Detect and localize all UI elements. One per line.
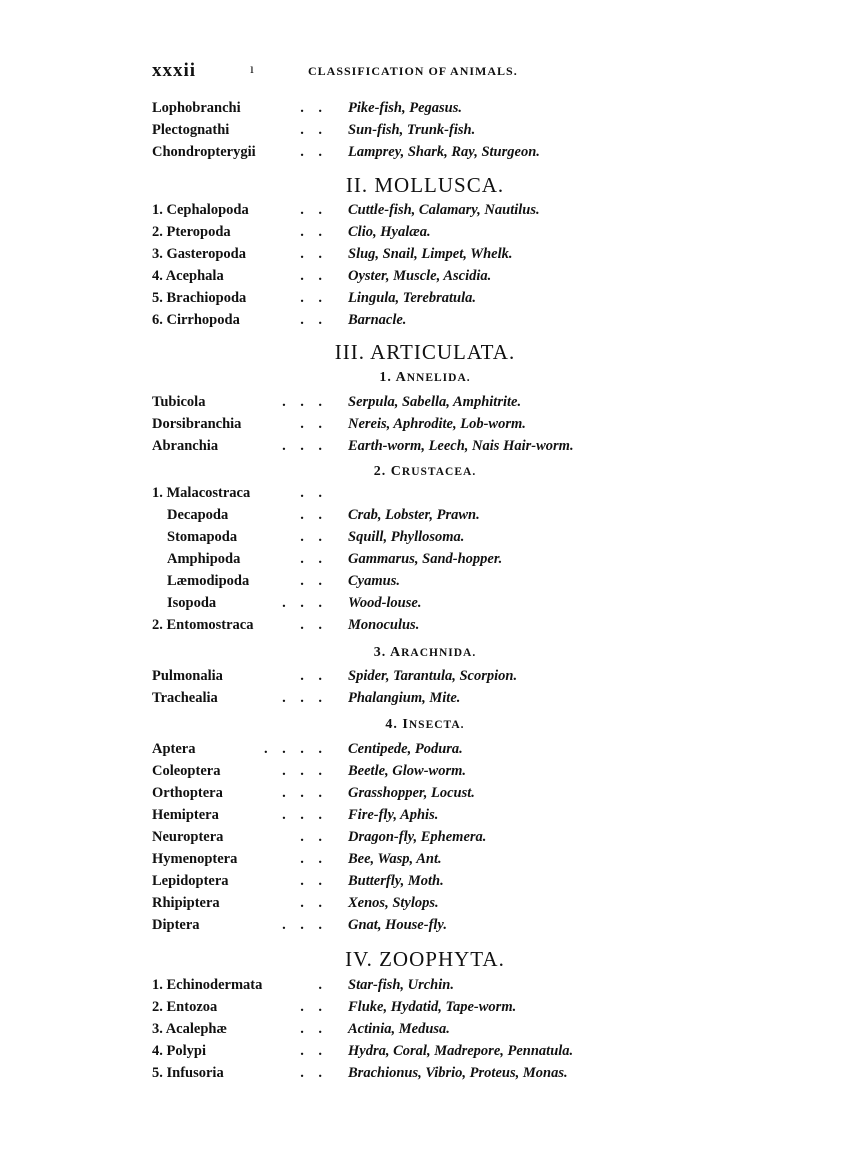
table-row <box>0 1040 850 1062</box>
section-heading-zoophyta: IV. ZOOPHYTA. <box>345 947 505 971</box>
order-examples: Bee, Wasp, Ant. <box>348 851 442 867</box>
subsection-heading-annelida <box>0 367 850 389</box>
order-examples: Centipede, Podura. <box>348 741 463 757</box>
heading-rest: RACHNIDA. <box>401 647 477 659</box>
order-examples: Sun-fish, Trunk-fish. <box>348 122 476 138</box>
order-examples: Dragon-fly, Ephemera. <box>348 829 487 845</box>
table-row <box>0 687 850 709</box>
leader-dots: . . <box>300 1021 322 1037</box>
class-examples: Hydra, Coral, Madrepore, Pennatula. <box>348 1043 574 1059</box>
order-name: Aptera <box>152 741 196 757</box>
table-row <box>0 391 850 413</box>
subsection-heading-arachnida <box>0 642 850 664</box>
suborder-name: Decapoda <box>167 507 229 523</box>
order-examples: Lamprey, Shark, Ray, Sturgeon. <box>348 144 540 160</box>
class-name: 3. Acalephæ <box>152 1021 227 1037</box>
leader-dots: . . <box>300 573 322 589</box>
page-number: xxxii <box>152 60 197 81</box>
leader-dots: . . <box>300 895 322 911</box>
leader-dots: . . <box>300 122 322 138</box>
class-examples: Fluke, Hydatid, Tape-worm. <box>348 999 517 1015</box>
order-name: Trachealia <box>152 690 218 706</box>
leader-dots: . . <box>300 268 322 284</box>
table-row <box>0 592 850 614</box>
leader-dots: . . <box>300 416 322 432</box>
class-examples: Cuttle-fish, Calamary, Nautilus. <box>348 202 540 218</box>
table-row <box>0 665 850 687</box>
order-name: Coleoptera <box>152 763 221 779</box>
order-examples: Beetle, Glow-worm. <box>348 763 467 779</box>
table-row <box>0 782 850 804</box>
table-row <box>0 570 850 592</box>
leader-dots: . . . . <box>264 741 322 757</box>
table-row <box>0 804 850 826</box>
table-row <box>0 996 850 1018</box>
class-examples: Slug, Snail, Limpet, Whelk. <box>348 246 513 262</box>
leader-dots: . . . <box>282 763 322 779</box>
table-row <box>0 413 850 435</box>
leader-dots: . . <box>300 246 322 262</box>
table-row <box>0 221 850 243</box>
leader-dots: . . <box>300 144 322 160</box>
suborder-examples: Crab, Lobster, Prawn. <box>348 507 480 523</box>
class-name: 1. Echinodermata <box>152 977 263 993</box>
table-row <box>0 243 850 265</box>
leader-dots: . . <box>300 999 322 1015</box>
leader-dots: . . . <box>282 785 322 801</box>
table-row <box>0 119 850 141</box>
class-name: 1. Cephalopoda <box>152 202 249 218</box>
table-row <box>0 870 850 892</box>
leader-dots: . . <box>300 100 322 116</box>
heading-initial: A <box>395 370 407 385</box>
leader-dots: . . . <box>282 438 322 454</box>
heading-number: 2. <box>373 464 387 479</box>
table-row <box>0 974 850 996</box>
table-row <box>0 435 850 457</box>
leader-dots: . <box>318 977 322 993</box>
order-examples: Grasshopper, Locust. <box>348 785 475 801</box>
table-row <box>0 1062 850 1084</box>
table-row <box>0 526 850 548</box>
page-header <box>152 60 572 84</box>
leader-dots: . . <box>300 829 322 845</box>
order-name: 1. Malacostraca <box>152 485 251 501</box>
header-mark: ı <box>250 62 254 77</box>
subsection-heading-crustacea <box>0 461 850 483</box>
table-row <box>0 738 850 760</box>
class-examples: Barnacle. <box>348 312 407 328</box>
leader-dots: . . . <box>282 690 322 706</box>
order-name: Rhipiptera <box>152 895 220 911</box>
order-examples: Fire-fly, Aphis. <box>348 807 439 823</box>
class-name: 5. Infusoria <box>152 1065 224 1081</box>
heading-initial: I <box>402 717 409 732</box>
section-heading-articulata: III. ARTICULATA. <box>334 340 516 364</box>
leader-dots: . . <box>300 507 322 523</box>
class-name: 2. Pteropoda <box>152 224 231 240</box>
class-examples: Brachionus, Vibrio, Proteus, Monas. <box>348 1065 568 1081</box>
subsection-heading-insecta <box>0 714 850 736</box>
table-row <box>0 287 850 309</box>
class-examples: Clio, Hyalæa. <box>348 224 431 240</box>
leader-dots: . . <box>300 290 322 306</box>
order-name: Chondropterygii <box>152 144 256 160</box>
order-name: Tubicola <box>152 394 206 410</box>
order-examples: Monoculus. <box>348 617 420 633</box>
table-row <box>0 614 850 636</box>
class-name: 4. Acephala <box>152 268 224 284</box>
table-row <box>0 504 850 526</box>
order-name: Neuroptera <box>152 829 224 845</box>
suborder-name: Stomapoda <box>167 529 238 545</box>
leader-dots: . . <box>300 851 322 867</box>
table-row <box>0 482 850 504</box>
table-row <box>0 1018 850 1040</box>
leader-dots: . . <box>300 1043 322 1059</box>
table-row <box>0 141 850 163</box>
table-row <box>0 265 850 287</box>
leader-dots: . . . <box>282 394 322 410</box>
table-row <box>0 199 850 221</box>
leader-dots: . . <box>300 202 322 218</box>
leader-dots: . . . <box>282 595 322 611</box>
suborder-examples: Wood-louse. <box>348 595 422 611</box>
order-examples: Phalangium, Mite. <box>348 690 461 706</box>
class-name: 3. Gasteropoda <box>152 246 246 262</box>
section-heading-mollusca: II. MOLLUSCA. <box>345 173 505 197</box>
leader-dots: . . <box>300 529 322 545</box>
order-name: Dorsibranchia <box>152 416 242 432</box>
order-name: Hymenoptera <box>152 851 238 867</box>
leader-dots: . . <box>300 224 322 240</box>
leader-dots: . . <box>300 617 322 633</box>
class-examples: Oyster, Muscle, Ascidia. <box>348 268 492 284</box>
order-examples: Butterfly, Moth. <box>348 873 444 889</box>
suborder-examples: Cyamus. <box>348 573 400 589</box>
class-name: 2. Entozoa <box>152 999 218 1015</box>
leader-dots: . . . <box>282 917 322 933</box>
class-name: 5. Brachiopoda <box>152 290 247 306</box>
class-examples: Actinia, Medusa. <box>348 1021 450 1037</box>
suborder-name: Amphipoda <box>167 551 241 567</box>
leader-dots: . . . <box>282 807 322 823</box>
order-examples: Xenos, Stylops. <box>348 895 439 911</box>
class-name: 4. Polypi <box>152 1043 206 1059</box>
order-name: Abranchia <box>152 438 219 454</box>
table-row <box>0 548 850 570</box>
suborder-examples: Gammarus, Sand-hopper. <box>348 551 503 567</box>
table-row <box>0 760 850 782</box>
table-row <box>0 892 850 914</box>
order-name: 2. Entomostraca <box>152 617 254 633</box>
order-name: Lophobranchi <box>152 100 241 116</box>
order-name: Lepidoptera <box>152 873 229 889</box>
running-title: CLASSIFICATION OF ANIMALS. <box>308 64 518 78</box>
order-name: Hemiptera <box>152 807 219 823</box>
table-row <box>0 914 850 936</box>
heading-number: 3. <box>373 645 387 660</box>
heading-rest: RUSTACEA. <box>401 466 477 478</box>
heading-rest: NSECTA. <box>408 719 465 731</box>
table-row <box>0 826 850 848</box>
order-examples: Serpula, Sabella, Amphitrite. <box>348 394 522 410</box>
table-row <box>0 309 850 331</box>
leader-dots: . . <box>300 668 322 684</box>
leader-dots: . . <box>300 551 322 567</box>
heading-rest: NNELIDA. <box>406 372 471 384</box>
order-examples: Spider, Tarantula, Scorpion. <box>348 668 518 684</box>
order-name: Orthoptera <box>152 785 223 801</box>
heading-number: 1. <box>379 370 392 385</box>
order-examples: Gnat, House-fly. <box>348 917 447 933</box>
leader-dots: . . <box>300 485 322 501</box>
heading-initial: A <box>389 645 402 660</box>
suborder-examples: Squill, Phyllosoma. <box>348 529 465 545</box>
leader-dots: . . <box>300 873 322 889</box>
class-name: 6. Cirrhopoda <box>152 312 240 328</box>
order-examples: Nereis, Aphrodite, Lob-worm. <box>348 416 526 432</box>
order-name: Diptera <box>152 917 200 933</box>
suborder-name: Læmodipoda <box>167 573 250 589</box>
order-name: Plectognathi <box>152 122 230 138</box>
heading-number: 4. <box>385 717 398 732</box>
heading-initial: C <box>390 464 402 479</box>
order-examples: Pike-fish, Pegasus. <box>348 100 462 116</box>
table-row <box>0 848 850 870</box>
table-row <box>0 97 850 119</box>
class-examples: Lingula, Terebratula. <box>348 290 476 306</box>
order-name: Pulmonalia <box>152 668 223 684</box>
class-examples: Star-fish, Urchin. <box>348 977 454 993</box>
leader-dots: . . <box>300 312 322 328</box>
suborder-name: Isopoda <box>167 595 217 611</box>
order-examples: Earth-worm, Leech, Nais Hair-worm. <box>348 438 574 454</box>
leader-dots: . . <box>300 1065 322 1081</box>
